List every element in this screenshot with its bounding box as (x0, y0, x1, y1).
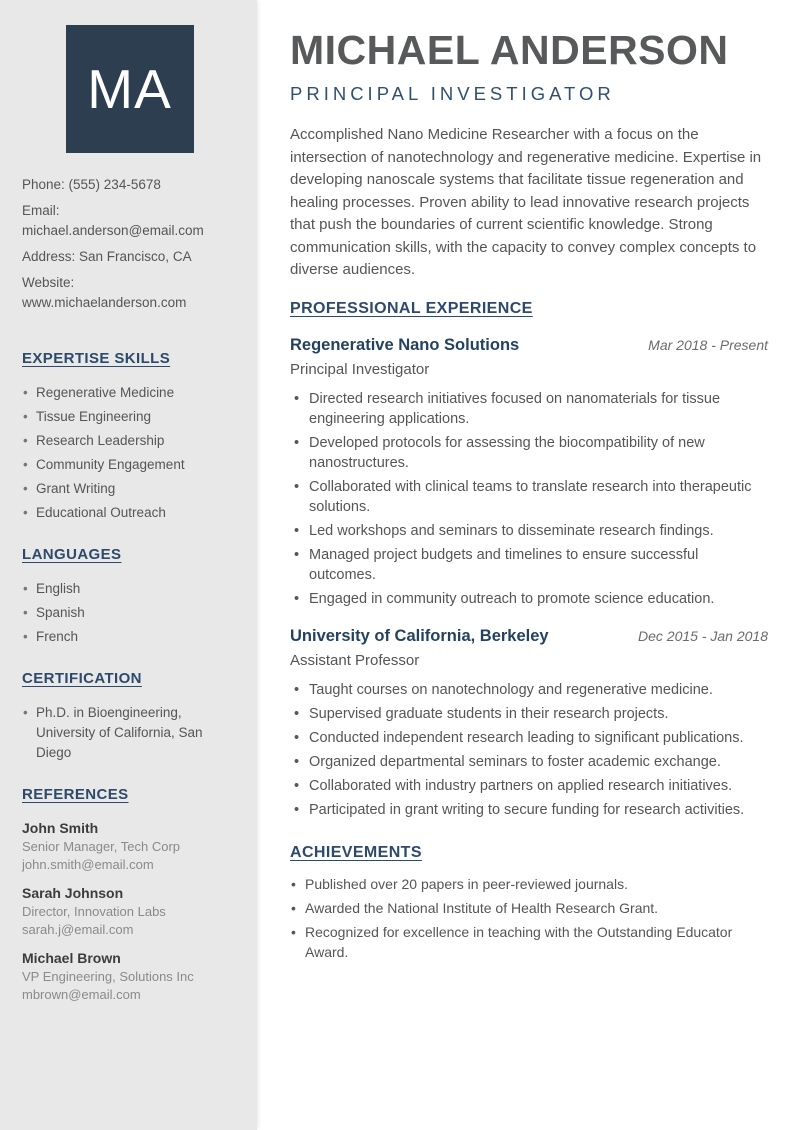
languages-list (22, 579, 237, 647)
contact-website: Website: www.michaelanderson.com (22, 275, 187, 310)
job-bullet: • Developed protocols for assessing the biocompatibility of new nanostructures. (290, 433, 768, 473)
sidebar (0, 0, 257, 1130)
reference-email: mbrown@email.com (22, 987, 141, 1002)
job-role: Assistant Professor (290, 651, 420, 669)
company-name: Regenerative Nano Solutions (290, 335, 520, 354)
job-role: Principal Investigator (290, 360, 430, 378)
job-bullet: • Organized departmental seminars to foster academic exchange. (290, 752, 768, 772)
skill-item: • Educational Outreach (22, 503, 237, 523)
job-bullet: • Collaborated with clinical teams to translate research into therapeutic solutions. (290, 477, 768, 517)
skill-item: • Community Engagement (22, 455, 237, 475)
experience-entry (290, 335, 768, 609)
reference-email: sarah.j@email.com (22, 922, 134, 937)
skills-list (22, 383, 237, 523)
skill-item: • Grant Writing (22, 479, 237, 499)
achievement-item: • Awarded the National Institute of Health Research Grant. (290, 898, 768, 918)
job-bullet: • Managed project budgets and timelines to ensure successful outcomes. (290, 545, 768, 585)
job-bullet-list (290, 389, 768, 609)
reference-role: Director, Innovation Labs (22, 904, 166, 919)
company-name: University of California, Berkeley (290, 626, 549, 645)
achievement-item: • Published over 20 papers in peer-reviewed journals. (290, 874, 768, 894)
reference-entry (22, 884, 237, 939)
job-bullet: • Engaged in community outreach to promote science education. (290, 589, 768, 609)
language-item: • English (22, 579, 237, 599)
skill-item: • Regenerative Medicine (22, 383, 237, 403)
achievement-item: • Recognized for excellence in teaching with the Outstanding Educator Award. (290, 922, 768, 962)
section-title-languages: LANGUAGES (22, 546, 122, 563)
contact-phone: Phone: (555) 234-5678 (22, 177, 161, 192)
reference-role: VP Engineering, Solutions Inc (22, 969, 194, 984)
job-header (290, 626, 768, 646)
skill-item: • Research Leadership (22, 431, 237, 451)
job-bullet: • Participated in grant writing to secure funding for research activities. (290, 800, 768, 820)
job-bullet: • Conducted independent research leading to significant publications. (290, 728, 768, 748)
contact-info (22, 175, 237, 313)
job-bullet: • Led workshops and seminars to disseminate research findings. (290, 521, 768, 541)
reference-name: Sarah Johnson (22, 885, 124, 901)
experience-entry (290, 626, 768, 820)
skill-item: • Tissue Engineering (22, 407, 237, 427)
contact-email: Email: michael.anderson@email.com (22, 203, 204, 238)
certification-list (22, 703, 237, 763)
job-bullet: • Taught courses on nanotechnology and regenerative medicine. (290, 680, 768, 700)
job-header (290, 335, 768, 355)
job-dates: Dec 2015 - Jan 2018 (638, 627, 768, 644)
section-title-references: REFERENCES (22, 786, 129, 803)
job-dates: Mar 2018 - Present (648, 336, 768, 353)
section-title-achievements: ACHIEVEMENTS (290, 843, 422, 861)
avatar (66, 25, 194, 153)
section-title-certification: CERTIFICATION (22, 670, 142, 687)
summary-paragraph: Accomplished Nano Medicine Researcher with a focus on the intersection of nanotechnology and regenerative medicine. Expertise in developing nanoscale systems that facilitate tissue regeneration and healing processes. Proven ability to lead innovative research projects that push the boundaries of current scientific knowledge. Strong communication skills, with the capacity to convey complex concepts to diverse audiences. (290, 126, 762, 278)
language-item: • French (22, 627, 237, 647)
section-title-professional-experience: PROFESSIONAL EXPERIENCE (290, 299, 533, 317)
job-bullet-list (290, 680, 768, 820)
reference-entry (22, 949, 237, 1004)
reference-entry (22, 819, 237, 874)
main-content (290, 28, 768, 966)
reference-role: Senior Manager, Tech Corp (22, 839, 181, 854)
certification-item: • Ph.D. in Bioengineering, University of California, San Diego (22, 703, 237, 763)
section-title-expertise-skills: EXPERTISE SKILLS (22, 350, 171, 367)
job-bullet: • Supervised graduate students in their research projects. (290, 704, 768, 724)
job-bullet: • Collaborated with industry partners on applied research initiatives. (290, 776, 768, 796)
reference-name: Michael Brown (22, 950, 121, 966)
achievements-list (290, 874, 768, 962)
job-headline: PRINCIPAL INVESTIGATOR (290, 83, 615, 104)
contact-address: Address: San Francisco, CA (22, 249, 192, 264)
avatar-initials: MA (87, 58, 172, 120)
reference-name: John Smith (22, 820, 99, 836)
job-bullet: • Directed research initiatives focused on nanomaterials for tissue engineering applications. (290, 389, 768, 429)
reference-email: john.smith@email.com (22, 857, 154, 872)
language-item: • Spanish (22, 603, 237, 623)
page-title: MICHAEL ANDERSON (290, 27, 729, 73)
